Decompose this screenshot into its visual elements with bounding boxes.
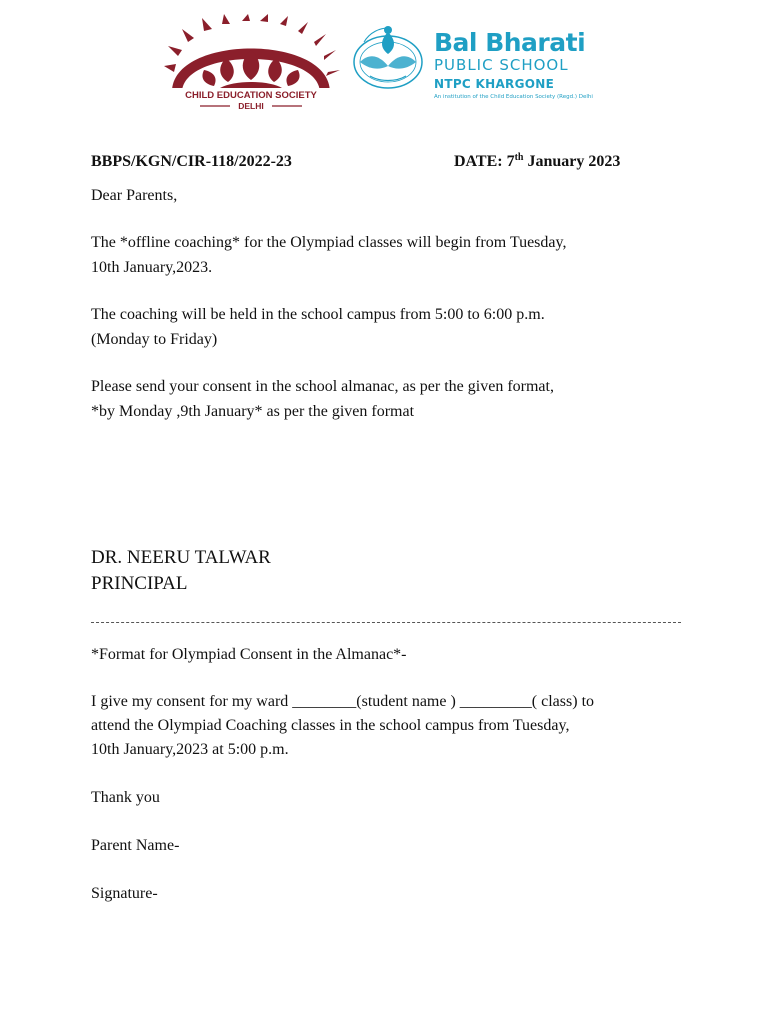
signatory-title: PRINCIPAL xyxy=(91,573,188,594)
school-name: Bal Bharati xyxy=(434,28,586,57)
school-tagline: An institution of the Child Education Society (Regd.) Delhi xyxy=(434,94,593,100)
paragraph-1-line-1: The *offline coaching* for the Olympiad classes will begin from Tuesday, xyxy=(91,234,567,251)
paragraph-3-line-2: *by Monday ,9th January* as per the given format xyxy=(91,403,415,420)
signatory-name: DR. NEERU TALWAR xyxy=(91,547,271,568)
salutation: Dear Parents, xyxy=(91,187,178,204)
consent-line-3: 10th January,2023 at 5:00 p.m. xyxy=(91,741,289,758)
date-suffix-ordinal: th xyxy=(514,152,524,163)
thank-you: Thank you xyxy=(91,789,160,806)
consent-line-2: attend the Olympiad Coaching classes in the school campus from Tuesday, xyxy=(91,717,570,734)
bal-bharati-emblem xyxy=(350,22,430,92)
date-prefix: DATE: 7 xyxy=(454,153,515,170)
signature-label: Signature- xyxy=(91,885,158,902)
circular-reference: BBPS/KGN/CIR-118/2022-23 xyxy=(91,153,292,170)
date-month-year: January 2023 xyxy=(523,153,621,170)
svg-text:DELHI: DELHI xyxy=(238,101,264,111)
paragraph-2-line-1: The coaching will be held in the school campus from 5:00 to 6:00 p.m. xyxy=(91,306,545,323)
svg-text:CHILD EDUCATION SOCIETY: CHILD EDUCATION SOCIETY xyxy=(185,90,317,101)
school-branch: NTPC KHARGONE xyxy=(434,77,555,91)
consent-heading: *Format for Olympiad Consent in the Almanac*- xyxy=(91,646,407,663)
section-divider xyxy=(91,622,681,623)
paragraph-3-line-1: Please send your consent in the school almanac, as per the given format, xyxy=(91,378,554,395)
parent-name-label: Parent Name- xyxy=(91,837,180,854)
child-education-society-logo xyxy=(160,14,342,114)
paragraph-2-line-2: (Monday to Friday) xyxy=(91,331,218,348)
paragraph-1-line-2: 10th January,2023. xyxy=(91,259,213,276)
circular-date xyxy=(454,153,620,171)
school-type: PUBLIC SCHOOL xyxy=(434,56,569,74)
consent-line-1: I give my consent for my ward ________(student name ) _________( class) to xyxy=(91,693,595,710)
